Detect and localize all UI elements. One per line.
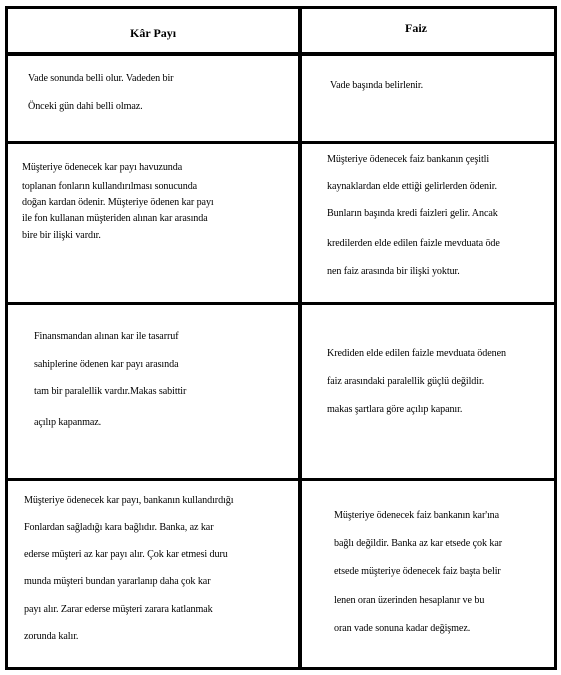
text-line: etsede müşteriye ödenecek faiz başta belir [334,565,501,577]
text-line: açılıp kapanmaz. [34,416,102,428]
text-line: tam bir paralellik vardır.Makas sabittir [34,385,187,397]
text-line: toplanan fonların kullandırılması sonucunda [22,180,198,192]
table-border-left [5,6,8,670]
table-border-bottom [5,667,557,670]
text-line: Vade başında belirlenir. [330,79,424,91]
text-line: kaynaklardan elde ettiği gelirlerden ödenir. [327,180,497,192]
table-border-right [554,6,557,670]
text-line: bağlı değildir. Banka az kar etsede çok kar [334,537,503,549]
text-line: ile fon kullanan müşteriden alınan kar arasında [22,212,208,224]
text-line: ederse müşteri az kar payı alır. Çok kar etmesi duru [24,548,228,560]
text-line: lenen oran üzerinden hesaplanır ve bu [334,594,485,606]
text-line: faiz arasındaki paralellik güçlü değildir. [327,375,485,387]
text-line: doğan kardan ödenir. Müşteriye ödenen kar payı [22,196,214,208]
text-line: kredilerden elde edilen faizle mevduata öde [327,237,500,249]
row1-border-bottom [5,141,557,144]
text-line: nen faiz arasında bir ilişki yoktur. [327,265,460,277]
text-line: Müşteriye ödenecek kar payı, bankanın kullandırdığı [24,494,234,506]
text-line: Müşteriye ödenecek faiz bankanın kar'ına [334,509,500,521]
text-line: makas şartlara göre açılıp kapanır. [327,403,463,415]
text-line: Krediden elde edilen faizle mevduata ödenen [327,347,506,359]
text-line: payı alır. Zarar ederse müşteri zarara katlanmak [24,603,213,615]
text-line: sahiplerine ödenen kar payı arasında [34,358,179,370]
row3-border-bottom [5,478,557,481]
text-line: Önceki gün dahi belli olmaz. [28,100,143,112]
text-line: Vade sonunda belli olur. Vadeden bir [28,72,174,84]
header-border-bottom [5,52,557,56]
column-divider [298,6,302,670]
text-line: Finansmandan alınan kar ile tasarruf [34,330,179,342]
text-line: oran vade sonuna kadar değişmez. [334,622,471,634]
text-line: Bunların başında kredi faizleri gelir. Ancak [327,207,498,219]
text-line: munda müşteri bundan yararlanıp daha çok kar [24,575,211,587]
text-line: Fonlardan sağladığı kara bağlıdır. Banka, az kar [24,521,214,533]
text-line: zorunda kalır. [24,630,79,642]
header-kar-payi: Kâr Payı [130,26,177,40]
text-line: Müşteriye ödenecek faiz bankanın çeşitli [327,153,490,165]
table-border-top [5,6,557,9]
header-faiz: Faiz [405,21,427,35]
text-line: Müşteriye ödenecek kar payı havuzunda [22,161,183,173]
row2-border-bottom [5,302,557,305]
text-line: bire bir ilişki vardır. [22,229,101,241]
